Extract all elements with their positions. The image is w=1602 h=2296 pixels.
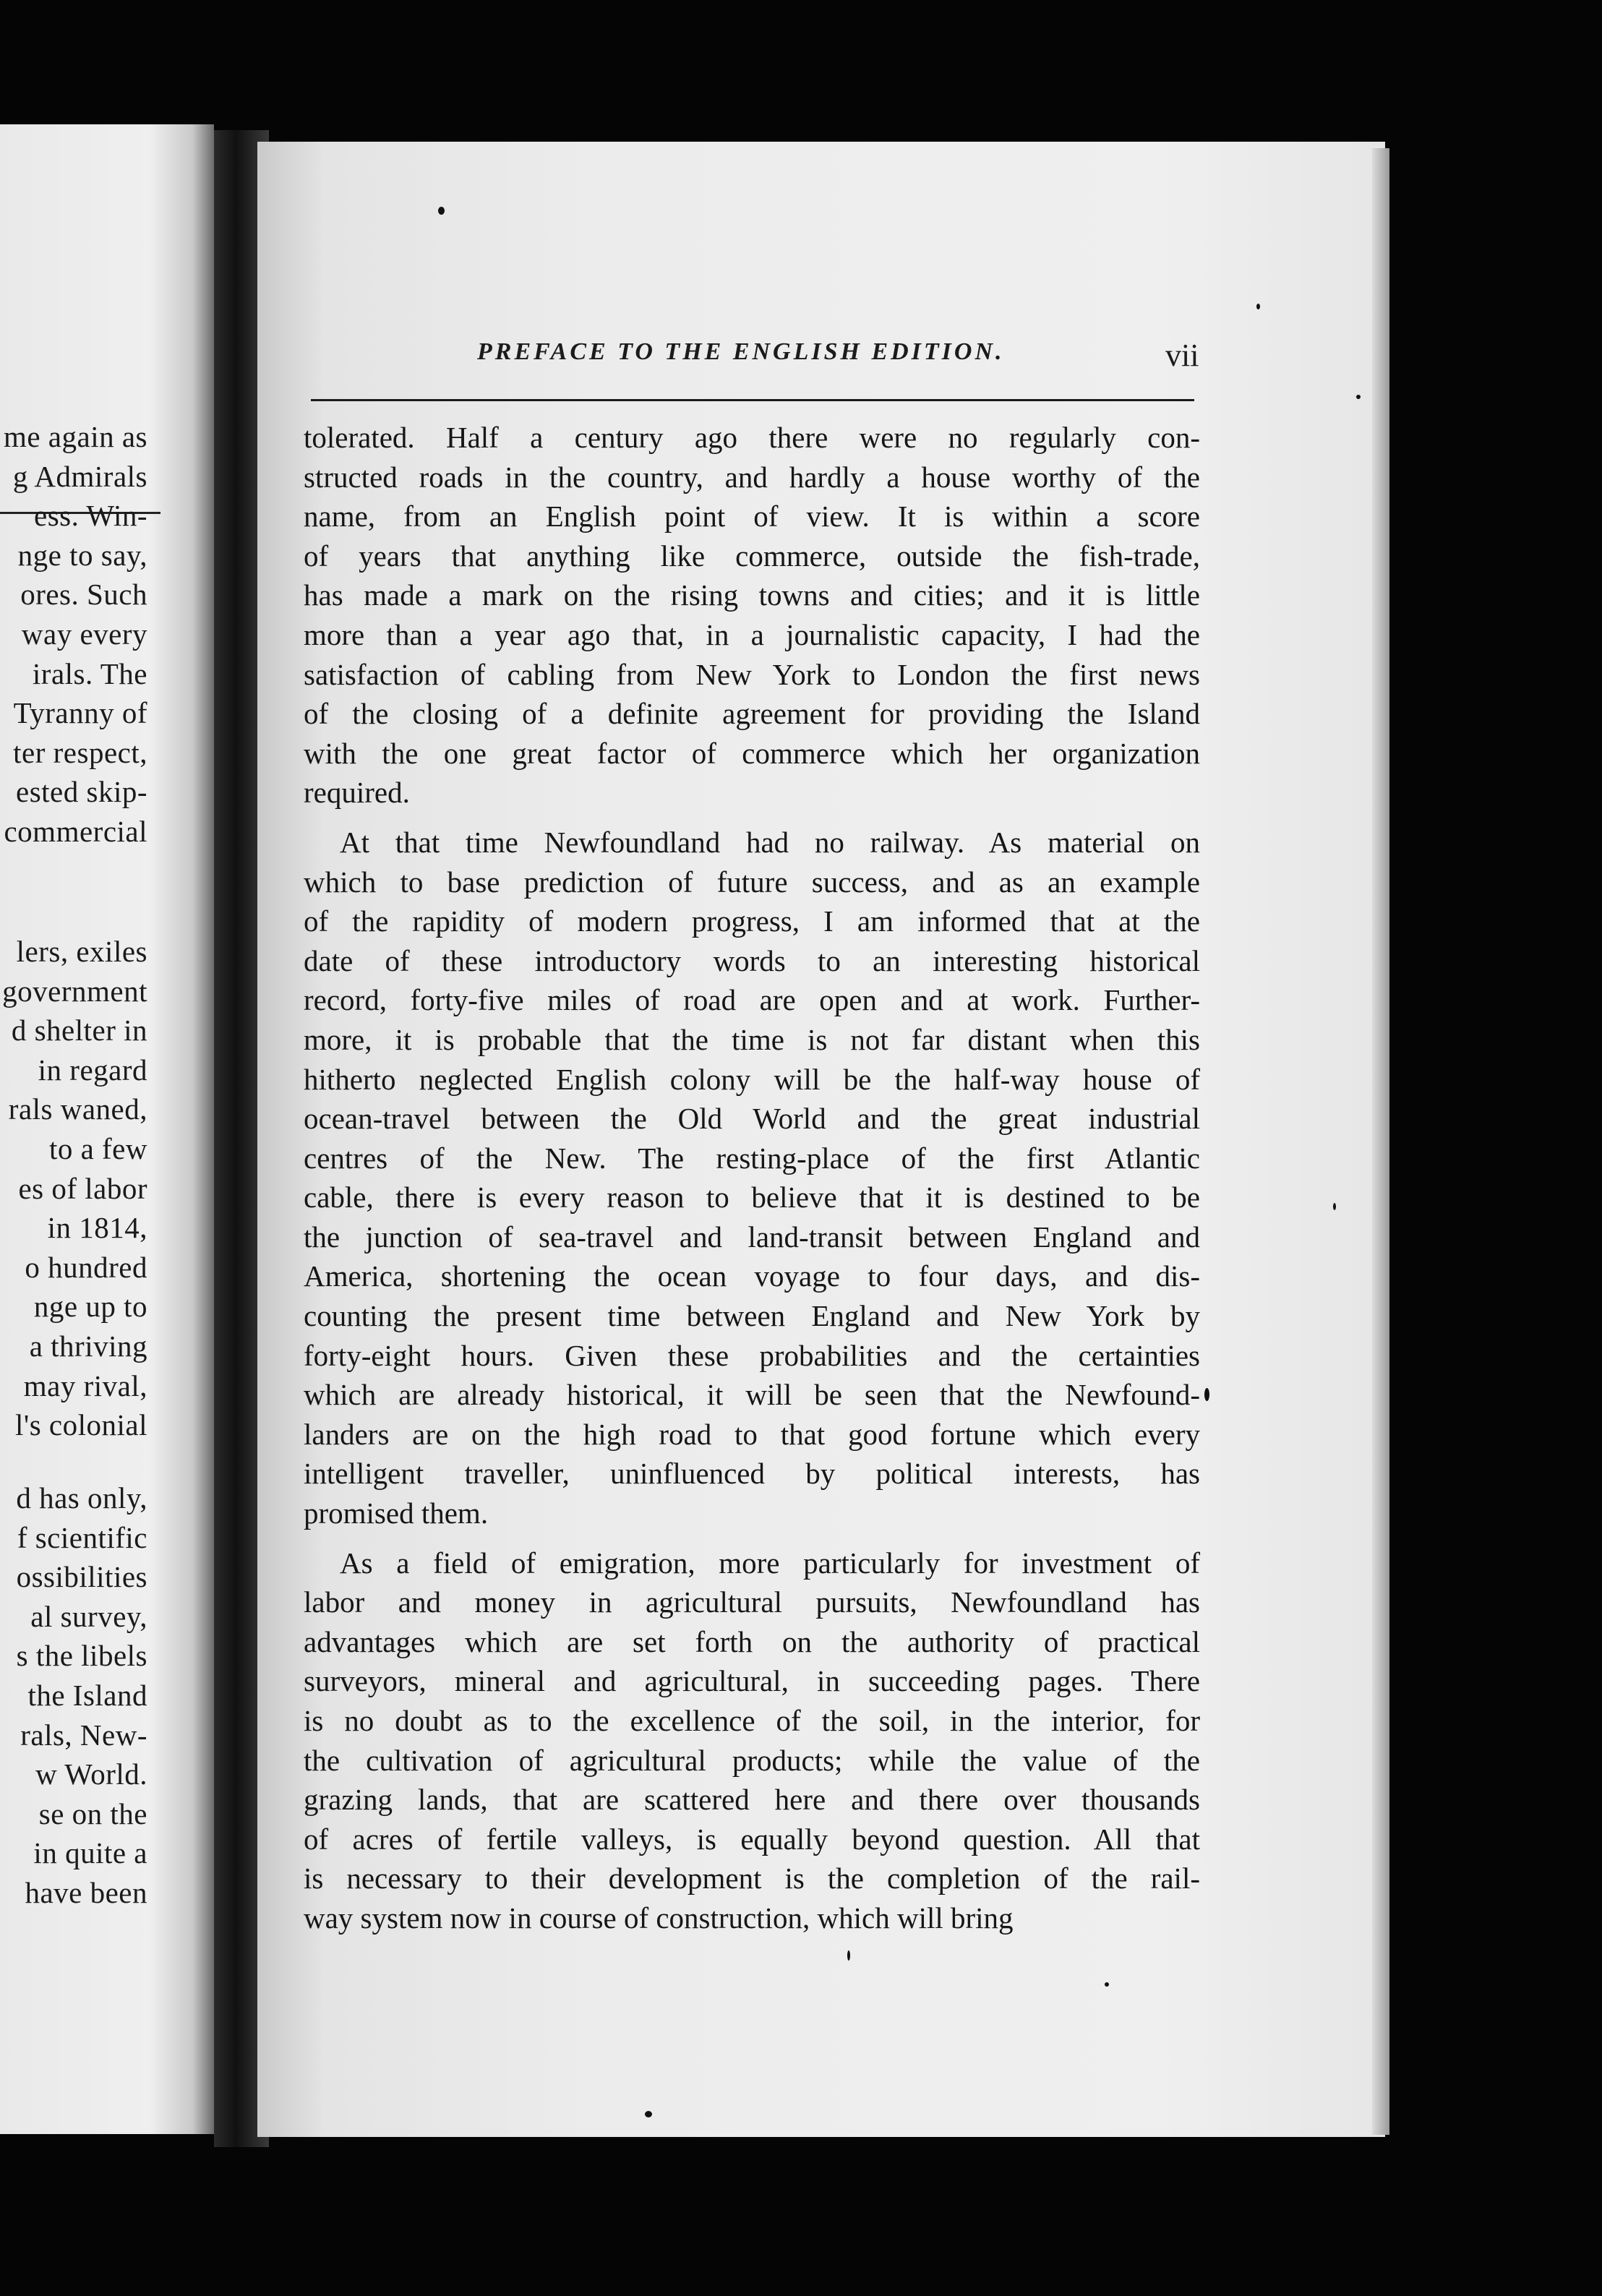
text-line: record, forty-five miles of road are open and at work. Further-	[304, 983, 1200, 1017]
text-line: promised them.	[304, 1496, 489, 1530]
text-line: America, shortening the ocean voyage to four days, and dis-	[304, 1259, 1200, 1293]
dust-speck	[1105, 1982, 1109, 1987]
previous-page-line: in 1814,	[47, 1211, 147, 1245]
previous-page-line: government	[2, 974, 147, 1008]
text-line: of acres of fertile valleys, is equally beyond question. All that	[304, 1822, 1200, 1856]
previous-page-line: in regard	[38, 1053, 147, 1087]
text-line: of the closing of a definite agreement for providing the Island	[304, 697, 1200, 731]
previous-page-line: d shelter in	[11, 1014, 147, 1048]
previous-page-line: s the libels	[16, 1639, 147, 1673]
text-line: advantages which are set forth on the authority of practical	[304, 1624, 1200, 1658]
previous-page-line: se on the	[38, 1796, 147, 1830]
text-line: hitherto neglected English colony will be the half-way house of	[304, 1062, 1200, 1096]
text-line: more than a year ago that, in a journalistic capacity, I had the	[304, 617, 1200, 651]
running-title: PREFACE TO THE ENGLISH EDITION.	[477, 338, 1005, 365]
dust-speck	[1256, 304, 1260, 309]
previous-page-line: es of labor	[18, 1171, 147, 1205]
paragraph	[304, 823, 1200, 1533]
previous-page-line: l's colonial	[14, 1408, 147, 1442]
page-number: vii	[1165, 338, 1199, 373]
previous-page-line: lers, exiles	[16, 935, 147, 968]
previous-page-fragment	[0, 124, 214, 2134]
previous-page-line: rals, New-	[20, 1718, 147, 1752]
text-line: intelligent traveller, uninfluenced by political interests, has	[304, 1457, 1200, 1491]
text-line: required.	[304, 776, 410, 810]
text-line: At that time Newfoundland had no railway. As material on	[340, 825, 1200, 859]
text-line: satisfaction of cabling from New York to London the first news	[304, 657, 1200, 691]
previous-page-line: irals. The	[32, 656, 147, 690]
page-edge-shadow	[1372, 148, 1389, 2135]
previous-page-line: me again as	[3, 420, 147, 453]
text-line: the junction of sea-travel and land-transit between England and	[304, 1220, 1200, 1254]
previous-page-line: nge to say,	[17, 538, 147, 572]
text-line: more, it is probable that the time is not far distant when this	[304, 1022, 1200, 1056]
text-line: of years that anything like commerce, outside the fish-trade,	[304, 539, 1200, 573]
previous-page-line: in quite a	[33, 1836, 147, 1870]
text-line: which to base prediction of future success, and as an example	[304, 865, 1200, 899]
text-line: which are already historical, it will be seen that the Newfound-	[304, 1378, 1200, 1412]
text-line: is no doubt as to the excellence of the soil, in the interior, for	[304, 1704, 1200, 1737]
text-line: tolerated. Half a century ago there were no regularly con-	[304, 421, 1200, 454]
previous-page-line: al survey,	[30, 1599, 147, 1633]
text-line: with the one great factor of commerce which her organization	[304, 736, 1200, 770]
body-text	[304, 418, 1200, 1938]
previous-page-line: commercial	[4, 815, 147, 848]
dust-speck	[1333, 1203, 1336, 1210]
previous-page-line: rals waned,	[8, 1092, 147, 1126]
text-line: centres of the New. The resting-place of the first Atlantic	[304, 1141, 1200, 1175]
previous-page-line: a thriving	[29, 1329, 147, 1363]
previous-page-line: to a few	[48, 1132, 147, 1165]
dust-speck	[645, 2111, 652, 2117]
previous-page-line: ores. Such	[20, 578, 147, 612]
previous-page-line: ossibilities	[16, 1560, 147, 1594]
text-line: grazing lands, that are scattered here and there over thousands	[304, 1783, 1200, 1817]
paragraph	[304, 1543, 1200, 1938]
text-line: the cultivation of agricultural products; while the value of the	[304, 1743, 1200, 1777]
text-line: way system now in course of construction, which will bring	[304, 1901, 1014, 1935]
text-line: forty-eight hours. Given these probabilities and the certainties	[304, 1338, 1200, 1372]
previous-page-line: ested skip-	[16, 775, 147, 809]
previous-page-line: may rival,	[23, 1368, 147, 1402]
text-line: is necessary to their development is the completion of the rail-	[304, 1862, 1200, 1896]
text-line: name, from an English point of view. It is within a score	[304, 500, 1200, 534]
text-line: structed roads in the country, and hardly a house worthy of the	[304, 460, 1200, 494]
text-line: counting the present time between England and New York by	[304, 1299, 1200, 1333]
header-rule	[311, 399, 1194, 401]
text-line: labor and money in agricultural pursuits, Newfoundland has	[304, 1585, 1200, 1619]
previous-page-line: w World.	[35, 1757, 147, 1791]
previous-page-line: o hundred	[25, 1250, 147, 1284]
text-line: landers are on the high road to that good fortune which every	[304, 1417, 1200, 1451]
dust-speck	[847, 1950, 850, 1961]
dust-speck	[1356, 395, 1361, 399]
previous-page-line: Tyranny of	[13, 696, 147, 730]
text-line: has made a mark on the rising towns and cities; and it is little	[304, 578, 1200, 612]
text-line: of the rapidity of modern progress, I am informed that at the	[304, 904, 1200, 938]
previous-page-line: have been	[25, 1876, 147, 1909]
dust-speck	[438, 207, 445, 215]
previous-page-line: d has only,	[16, 1481, 147, 1515]
previous-page-line: ess. Win-	[34, 499, 147, 533]
paragraph	[304, 418, 1200, 813]
text-line: date of these introductory words to an interesting historical	[304, 943, 1200, 977]
text-line: cable, there is every reason to believe that it is destined to be	[304, 1181, 1200, 1215]
previous-page-line: ter respect,	[13, 735, 147, 769]
text-line: surveyors, mineral and agricultural, in succeeding pages. There	[304, 1664, 1200, 1698]
previous-page-line: way every	[21, 617, 147, 651]
previous-page-line: g Admirals	[12, 459, 147, 493]
previous-page-line: the Island	[27, 1679, 147, 1712]
previous-page-line: f scientific	[17, 1520, 147, 1554]
text-line: ocean-travel between the Old World and the great industrial	[304, 1102, 1200, 1136]
previous-page-line: nge up to	[33, 1290, 147, 1324]
dust-speck	[1204, 1388, 1209, 1401]
text-line: As a field of emigration, more particularly for investment of	[340, 1546, 1200, 1580]
